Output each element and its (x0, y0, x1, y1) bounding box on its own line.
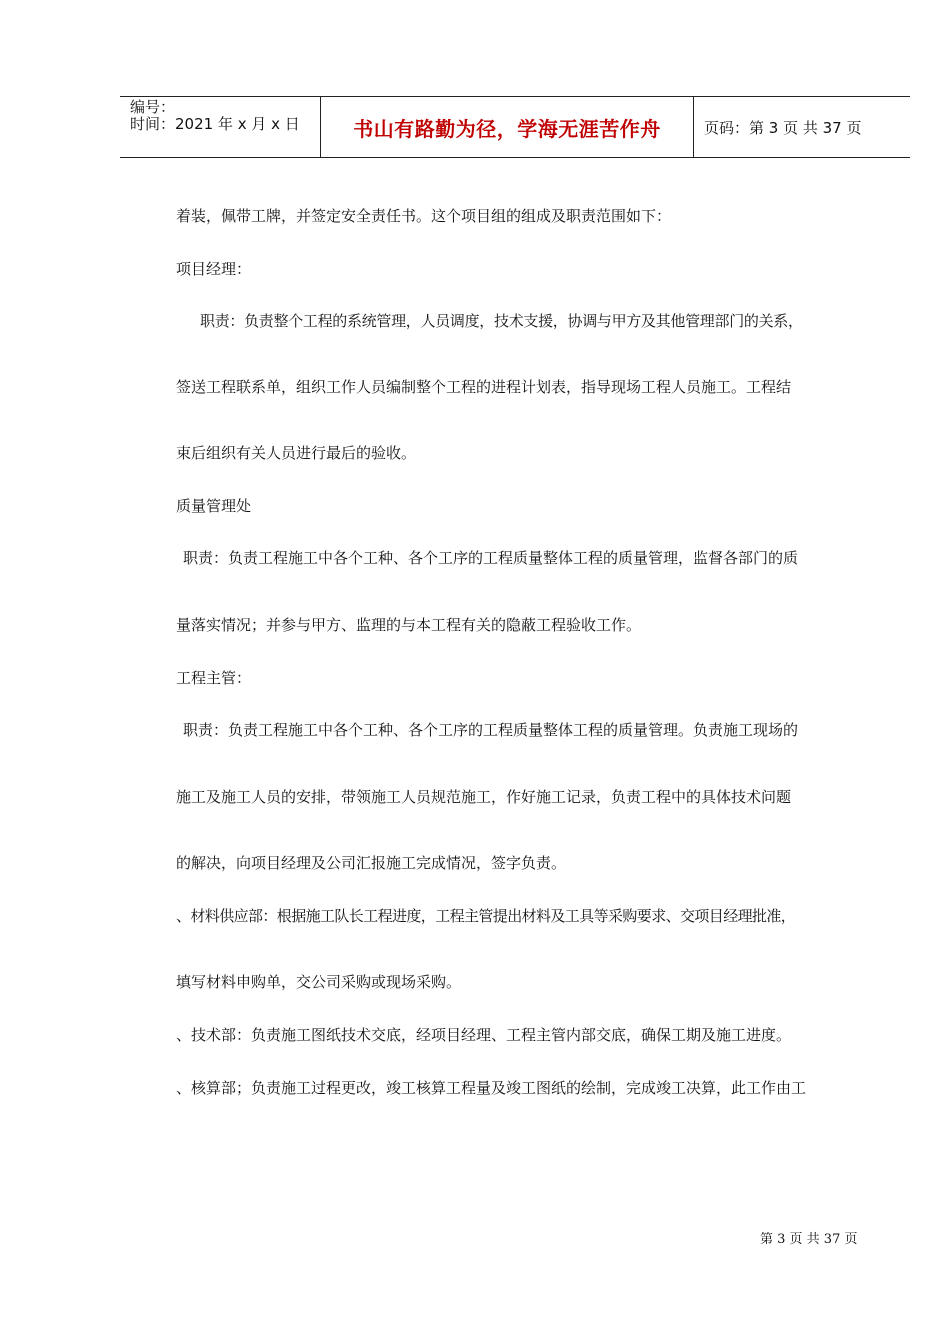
body-line: 填写材料申购单，交公司采购或现场采购。 (176, 973, 462, 991)
body-line: 职责：负责工程施工中各个工种、各个工序的工程质量整体工程的质量管理，监督各部门的质 (183, 549, 799, 567)
header-motto-cell (321, 97, 694, 157)
body-line: 施工及施工人员的安排，带领施工人员规范施工，作好施工记录，负责工程中的具体技术问题 (176, 788, 792, 806)
section-heading-quality-management: 质量管理处 (176, 497, 252, 515)
header-page-number: 页码：第 3 页 共 37 页 (704, 118, 862, 137)
body-line: 职责：负责工程施工中各个工种、各个工序的工程质量整体工程的质量管理。负责施工现场的 (183, 721, 799, 739)
body-line: 、材料供应部：根据施工队长工程进度，工程主管提出材料及工具等采购要求、交项目经理批准， (176, 907, 796, 925)
body-line: 的解决，向项目经理及公司汇报施工完成情况，签字负责。 (176, 854, 567, 872)
header-page-cell (694, 97, 910, 157)
page-footer-number: 第 3 页 共 37 页 (760, 1232, 858, 1247)
body-line: 束后组织有关人员进行最后的验收。 (176, 444, 417, 462)
header-motto: 书山有路勤为径，学海无涯苦作舟 (353, 116, 661, 141)
header-meta-cell (120, 97, 321, 157)
section-heading-project-manager: 项目经理： (176, 260, 252, 278)
document-code-label: 编号： (130, 98, 176, 116)
body-line: 职责：负责整个工程的系统管理，人员调度，技术支援，协调与甲方及其他管理部门的关系， (200, 312, 803, 330)
body-line: 量落实情况；并参与甲方、监理的与本工程有关的隐蔽工程验收工作。 (176, 616, 642, 634)
body-line: 、技术部：负责施工图纸技术交底，经项目经理、工程主管内部交底，确保工期及施工进度。 (176, 1026, 792, 1044)
body-line: 、核算部；负责施工过程更改，竣工核算工程量及竣工图纸的绘制，完成竣工决算，此工作由工 (176, 1079, 807, 1097)
page-header (120, 96, 910, 158)
document-time-label: 时间：2021 年 x 月 x 日 (130, 115, 300, 133)
body-line: 着装，佩带工牌，并签定安全责任书。这个项目组的组成及职责范围如下： (176, 207, 672, 225)
section-heading-engineering-supervisor: 工程主管： (176, 669, 252, 687)
body-line: 签送工程联系单，组织工作人员编制整个工程的进程计划表，指导现场工程人员施工。工程结 (176, 378, 792, 396)
